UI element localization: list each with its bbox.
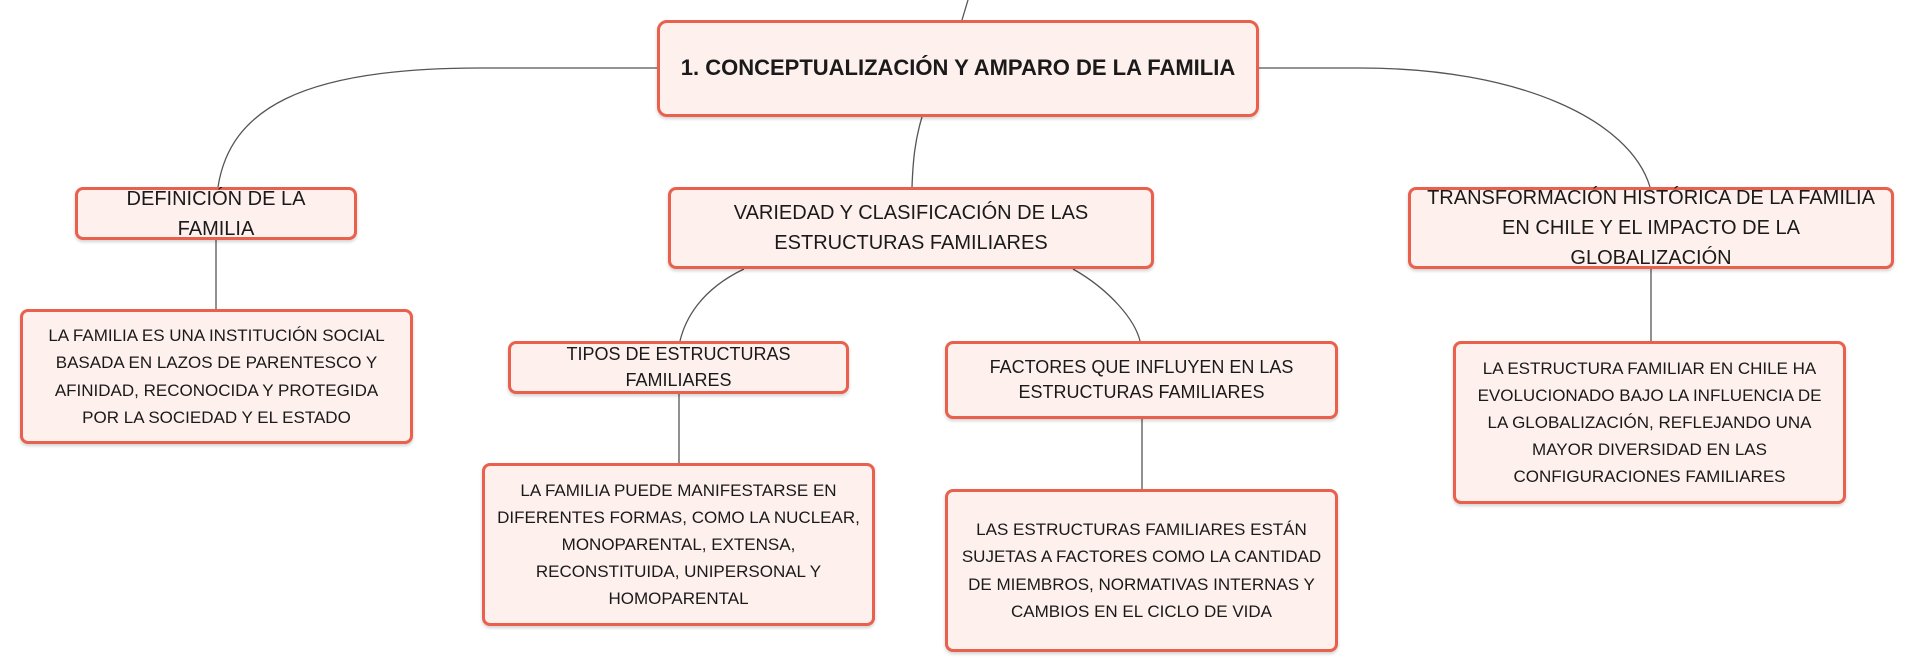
transformation-detail-node[interactable] — [1453, 341, 1846, 504]
connector-root-parent — [962, 0, 968, 20]
root-topic-node[interactable] — [657, 20, 1259, 117]
factors-detail-node[interactable] — [945, 489, 1338, 652]
subtopic-factors-node[interactable] — [945, 341, 1338, 419]
factors-detail-text: LAS ESTRUCTURAS FAMILIARES ESTÁN SUJETAS A FACTORES COMO LA CANTIDAD DE MIEMBROS, NORMATIVAS INTERNAS Y CAMBIOS EN EL CICLO DE VIDA — [961, 520, 1322, 621]
connector-root-definition — [218, 68, 657, 187]
definition-detail-text: LA FAMILIA ES UNA INSTITUCIÓN SOCIAL BASADA EN LAZOS DE PARENTESCO Y AFINIDAD, RECONOCIDA Y PROTEGIDA POR LA SOCIEDAD Y EL ESTADO — [48, 326, 385, 427]
subtopic-factors-label: FACTORES QUE INFLUYEN EN LAS ESTRUCTURAS FAMILIARES — [989, 356, 1294, 402]
connector-root-transformation — [1259, 68, 1650, 187]
topic-variety-node[interactable] — [668, 187, 1154, 269]
connector-root-variety — [912, 117, 922, 187]
root-topic-label: 1. CONCEPTUALIZACIÓN Y AMPARO DE LA FAMILIA — [680, 55, 1236, 81]
topic-transformation-node[interactable] — [1408, 187, 1894, 269]
subtopic-types-node[interactable] — [508, 341, 849, 394]
topic-transformation-label: TRANSFORMACIÓN HISTÓRICA DE LA FAMILIA EN CHILE Y EL IMPACTO DE LA GLOBALIZACIÓN — [1427, 187, 1875, 269]
connector-variety-types — [680, 269, 744, 341]
transformation-detail-text: LA ESTRUCTURA FAMILIAR EN CHILE HA EVOLUCIONADO BAJO LA INFLUENCIA DE LA GLOBALIZACIÓN, REFLEJANDO UNA MAYOR DIVERSIDAD EN LAS CONFIGURACIONES FAMILIARES — [1477, 358, 1822, 487]
topic-definition-node[interactable] — [75, 187, 357, 240]
types-detail-node[interactable] — [482, 463, 875, 626]
topic-variety-label: VARIEDAD Y CLASIFICACIÓN DE LAS ESTRUCTURAS FAMILIARES — [733, 202, 1089, 254]
subtopic-types-label: TIPOS DE ESTRUCTURAS FAMILIARES — [566, 344, 791, 390]
definition-detail-node[interactable] — [20, 309, 413, 444]
connector-variety-factors — [1073, 269, 1140, 341]
topic-definition-label: DEFINICIÓN DE LA FAMILIA — [126, 187, 306, 240]
types-detail-text: LA FAMILIA PUEDE MANIFESTARSE EN DIFERENTES FORMAS, COMO LA NUCLEAR, MONOPARENTAL, EXTENSA, RECONSTITUIDA, UNIPERSONAL Y HOMOPARENTAL — [497, 480, 860, 609]
